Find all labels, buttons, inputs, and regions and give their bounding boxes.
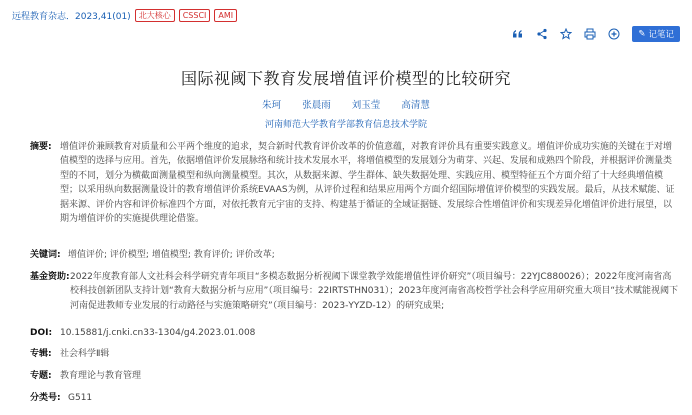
doi-row	[30, 326, 680, 340]
author-link[interactable]: 张晨雨	[302, 100, 331, 111]
topic-label: 专题:	[30, 371, 52, 381]
toolbar	[506, 24, 680, 44]
author-list	[0, 97, 692, 111]
keyword-link[interactable]: 评价改革;	[235, 250, 275, 260]
keyword-link[interactable]: 教育评价;	[193, 250, 233, 260]
funding-label: 基金资助:	[30, 272, 70, 282]
share-icon[interactable]	[530, 24, 554, 44]
tag-pku-core: 北大核心	[135, 9, 175, 22]
abstract-label: 摘要:	[30, 142, 52, 152]
keyword-link[interactable]: 增值评价;	[68, 250, 108, 260]
tag-ami: AMI	[214, 9, 237, 22]
tag-cssci: CSSCI	[179, 9, 211, 22]
keywords-list	[68, 248, 680, 262]
journal-info	[12, 9, 237, 22]
note-icon: ✎	[638, 29, 646, 39]
keyword-link[interactable]: 增值模型;	[151, 250, 191, 260]
add-icon[interactable]	[602, 24, 626, 44]
keyword-link[interactable]: 评价模型;	[109, 250, 149, 260]
author-link[interactable]: 刘玉莹	[351, 100, 381, 111]
topic-row	[30, 369, 680, 383]
add-note-button[interactable]	[632, 26, 680, 42]
organization-link[interactable]: 河南师范大学教育学部教育信息技术学院	[264, 120, 427, 130]
article-title: 国际视阈下教育发展增值评价模型的比较研究	[180, 69, 511, 88]
keywords-row	[30, 248, 680, 262]
print-icon[interactable]	[578, 24, 602, 44]
subject-row	[30, 347, 680, 361]
author-link[interactable]: 高清慧	[401, 100, 430, 111]
classification-value: G511	[68, 393, 93, 403]
favorite-icon[interactable]	[554, 24, 578, 44]
classification-row	[30, 391, 680, 405]
subject-value: 社会科学Ⅱ辑	[60, 349, 110, 359]
note-button-label: 记笔记	[648, 30, 674, 40]
doi-value[interactable]: 10.15881/j.cnki.cn33-1304/g4.2023.01.008	[60, 328, 256, 338]
classification-label: 分类号:	[30, 393, 61, 403]
quote-icon[interactable]	[506, 24, 530, 44]
topic-value: 教育理论与教育管理	[60, 371, 142, 381]
doi-label: DOI:	[30, 328, 53, 338]
abstract-text: 增值评价兼顾教育对质量和公平两个维度的追求，契合新时代教育评价改革的价值意蕴，对教育评价具有重要实践意义。增值评价成功实施的关键在于对增值模型的选择与应用。首先，依据增值评价发展脉络和统计技术发展水平，将增值模型的发展划分为萌芽、兴起、发展和成熟四个阶段，并根据评价测量类型的不同，划分为横截面测量模型和纵向测量模型。其次，从数据来源、学生群体、缺失数据处理、实践应用、模型特征五个方面介绍了十大经典增值模型；以采用纵向数据测量设计的教育增值评价系统EVAAS为例，从评价过程和结果应用两个方面介绍国际增值评价模型的实践发展。最后，从技术赋能、证据来源、评价内容和评价标准四个方面，对依托教育元宇宙的支持、构建基于循证的全域证据链、发展综合性增值评价和实现差异化增值评价进行展望，以期为增值评价的实施提供理论借鉴。	[60, 142, 675, 225]
top-bar	[12, 4, 680, 26]
keywords-label: 关键词:	[30, 250, 61, 260]
funding-row	[30, 270, 680, 313]
funding-text: 2022年度教育部人文社科会科学研究青年项目“多模态数据分析视阈下课堂教学效能增值性评价研究”（项目编号：22YJC880026）；2022年度河南省高校科技创新团队支持计划“教育大数据分析与应用”（项目编号：22IRTSTHN031）；2023年度河南省高校哲学社会科学应用研究重大项目“技术赋能视阈下河南促进教师专业发展的行动路径与实施策略研究”（项目编号：2023-YYZD-12）的研究成果;	[70, 272, 678, 311]
journal-source[interactable]: 远程教育杂志．2023,41(01)	[12, 11, 131, 22]
author-link[interactable]: 朱珂	[262, 100, 282, 111]
abstract-row	[30, 140, 680, 226]
subject-label: 专辑:	[30, 349, 52, 359]
